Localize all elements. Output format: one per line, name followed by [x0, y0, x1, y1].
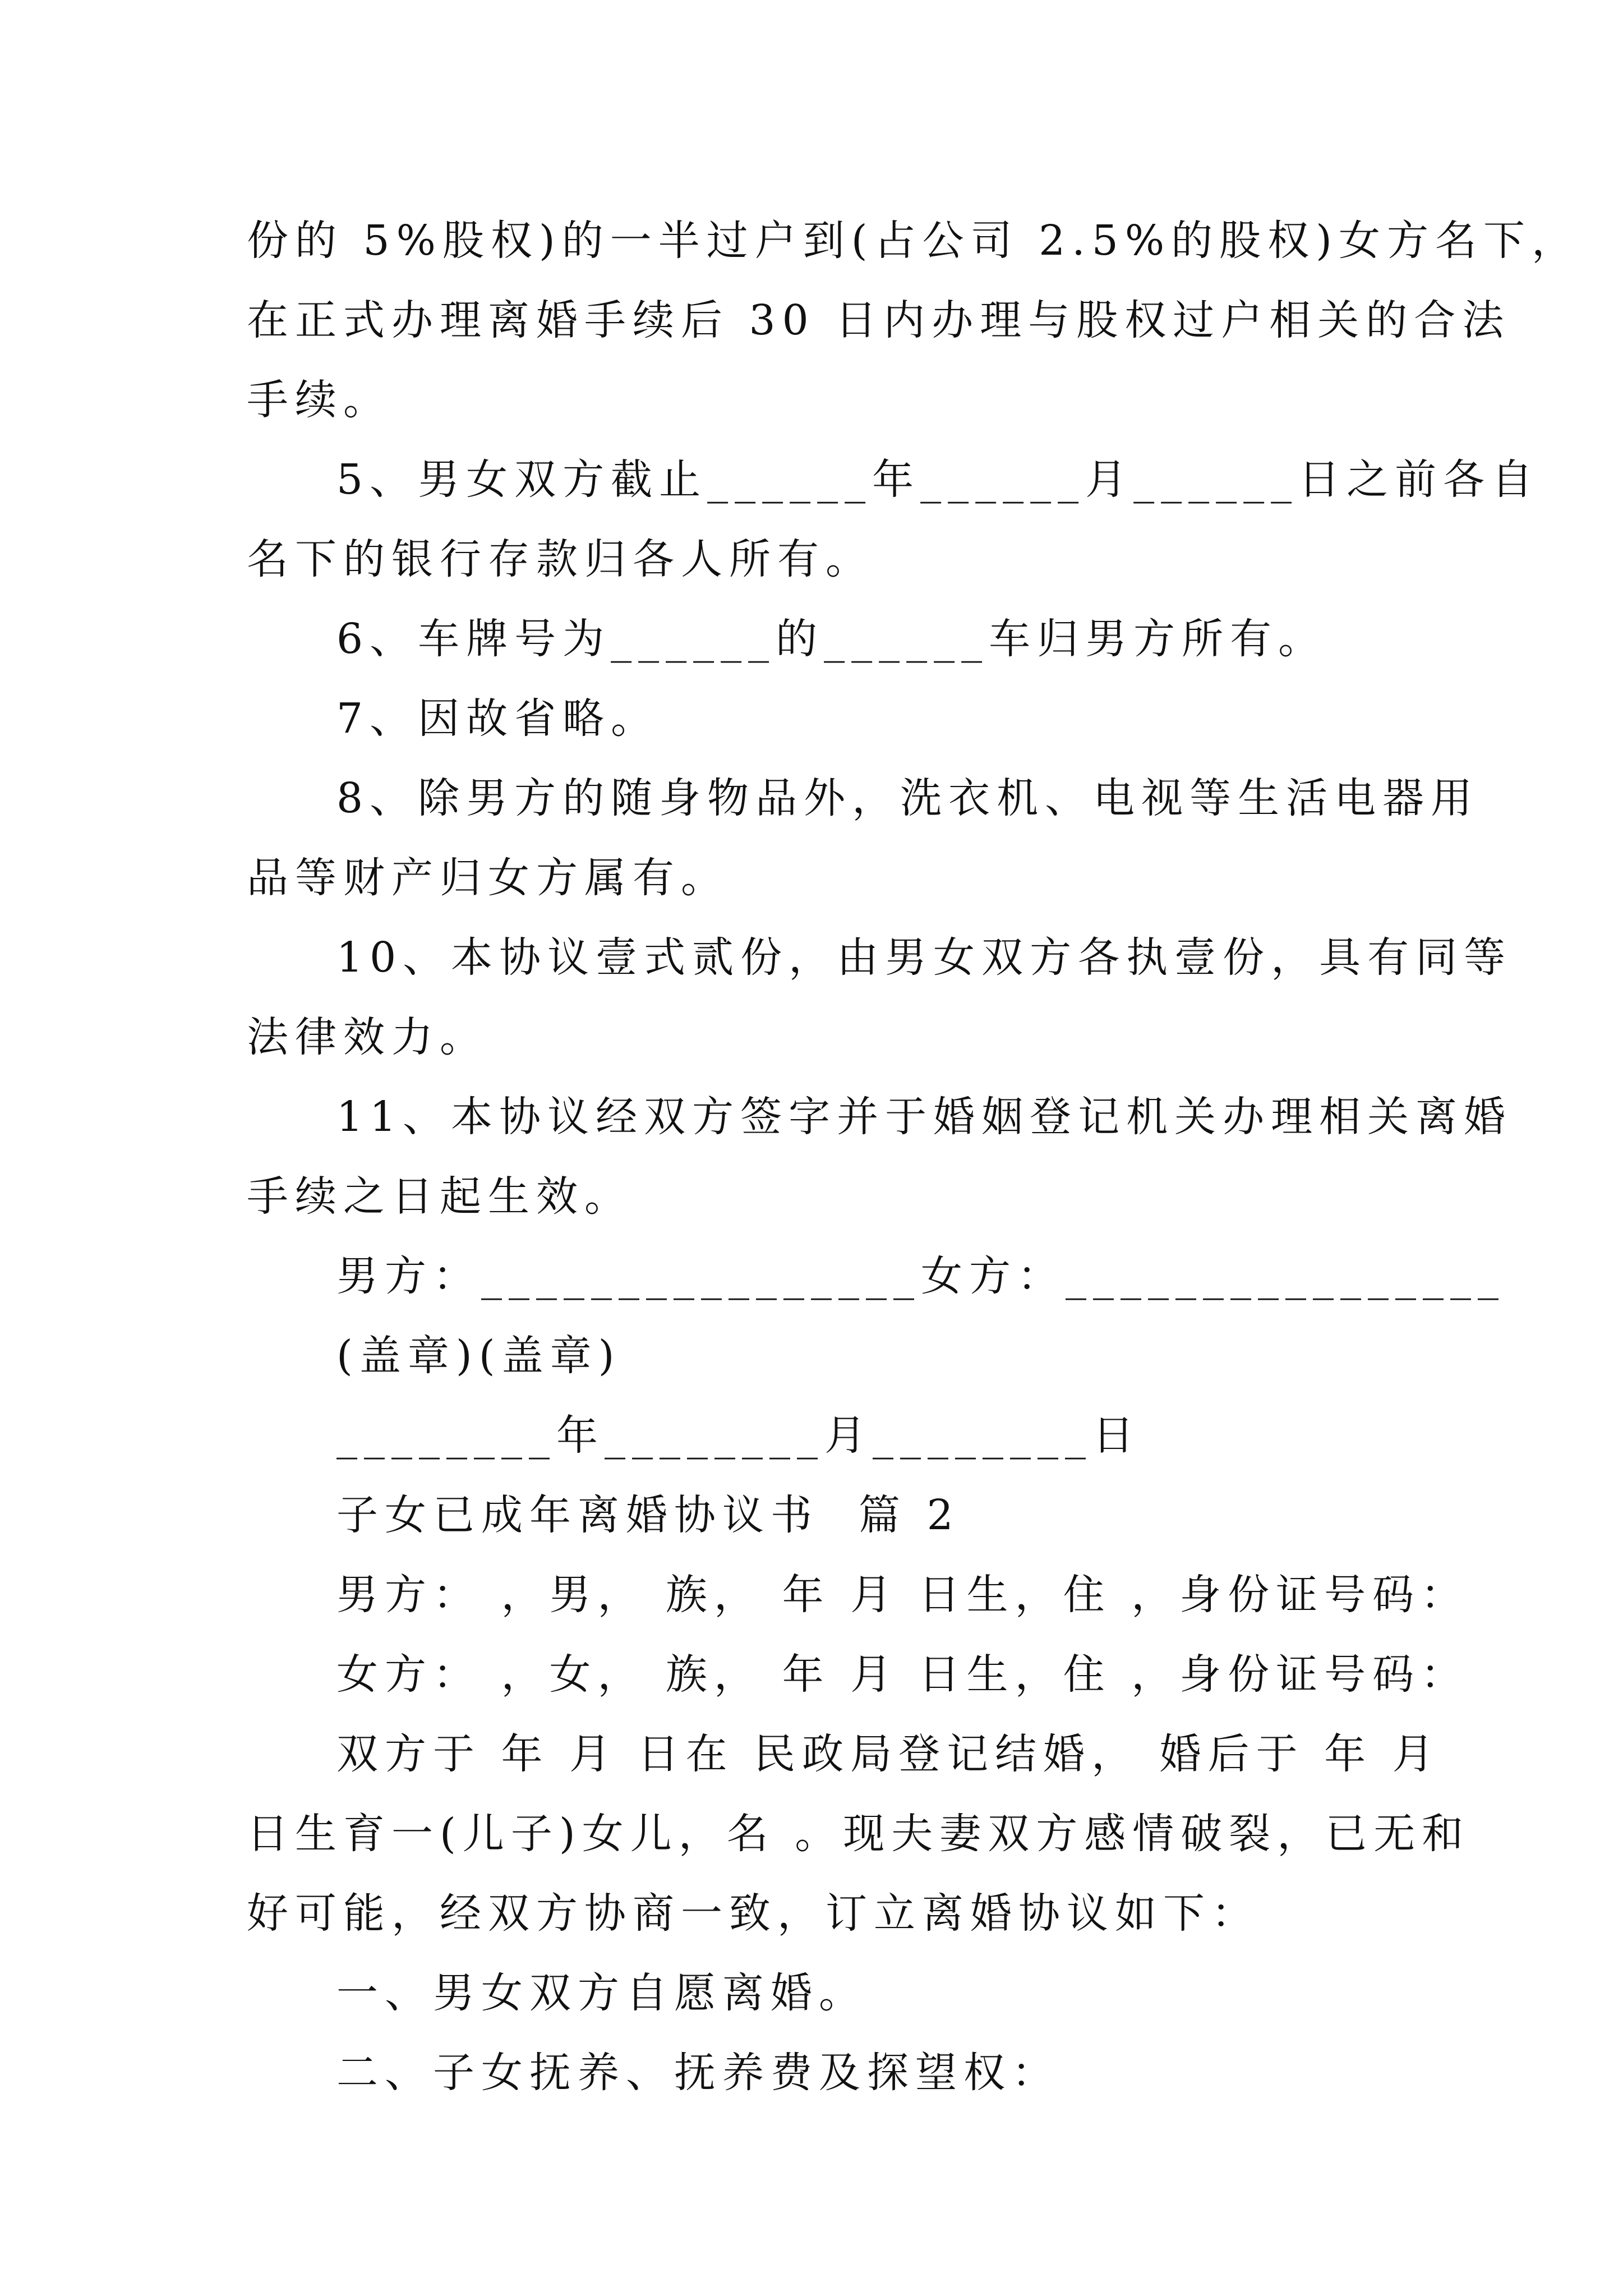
clause-11-line-1: 11、本协议经双方签字并于婚姻登记机关办理相关离婚 [336, 1093, 1513, 1141]
marriage-info-line-1: 双方于 年 月 日在 民政局登记结婚， 婚后于 年 月 [336, 1730, 1441, 1778]
paragraph-line-3: 手续。 [247, 376, 391, 424]
marriage-info-line-2: 日生育一(儿子)女儿，名 。现夫妻双方感情破裂，已无和 [247, 1810, 1470, 1858]
date-line: ________年________月________日 [336, 1411, 1141, 1460]
article-one: 一、男女双方自愿离婚。 [336, 1969, 867, 2017]
clause-7: 7、因故省略。 [336, 694, 660, 743]
clause-5-line-1: 5、男女双方截止______年______月______日之前各自 [336, 455, 1540, 504]
paragraph-line-2: 在正式办理离婚手续后 30 日内办理与股权过户相关的合法 [247, 296, 1511, 344]
clause-6: 6、车牌号为______的______车归男方所有。 [336, 615, 1327, 663]
signature-line: 男方：________________女方：________________ [336, 1252, 1505, 1300]
clause-11-line-2: 手续之日起生效。 [247, 1172, 633, 1221]
male-party-info: 男方： ，男， 族， 年 月 日生，住 ，身份证号码： [336, 1571, 1469, 1619]
clause-8-line-1: 8、除男方的随身物品外，洗衣机、电视等生活电器用 [336, 774, 1479, 822]
clause-5-line-2: 名下的银行存款归各人所有。 [247, 535, 874, 583]
clause-8-line-2: 品等财产归女方属有。 [247, 854, 729, 902]
seal-line: (盖章)(盖章) [336, 1332, 621, 1380]
section-heading: 子女已成年离婚协议书 篇 2 [336, 1491, 960, 1539]
female-party-info: 女方： ，女， 族， 年 月 日生，住 ，身份证号码： [336, 1650, 1469, 1699]
article-two-heading: 二、子女抚养、抚养费及探望权： [336, 2049, 1060, 2097]
clause-10-line-2: 法律效力。 [247, 1013, 488, 1061]
marriage-info-line-3: 好可能，经双方协商一致，订立离婚协议如下： [247, 1889, 1260, 1938]
clause-10-line-1: 10、本协议壹式贰份，由男女双方各执壹份，具有同等 [336, 933, 1513, 982]
paragraph-line-1: 份的 5%股权)的一半过户到(占公司 2.5%的股权)女方名下， [247, 217, 1580, 265]
